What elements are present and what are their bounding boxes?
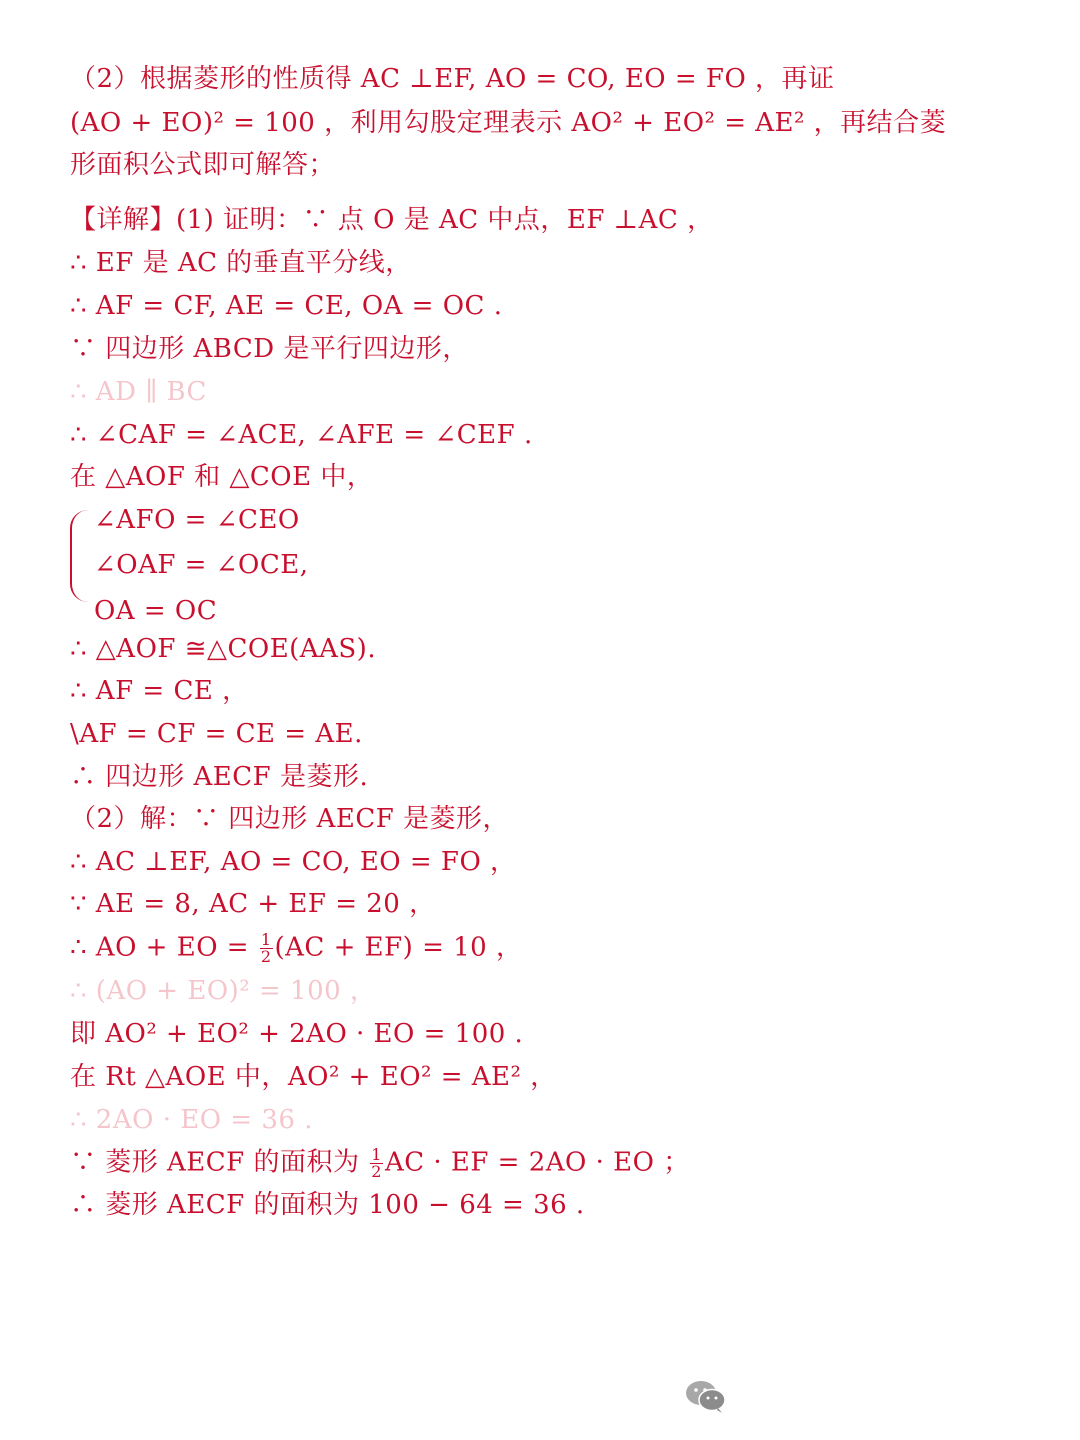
text-line: ∴ ∠CAF = ∠ACE, ∠AFE = ∠CEF . xyxy=(70,420,533,450)
text-line: ∴ EF 是 AC 的垂直平分线， xyxy=(70,248,412,278)
system-brace xyxy=(70,510,94,602)
text-line: ∴ △AOF ≅△COE(AAS). xyxy=(70,634,377,664)
text-fragment: (AC + EF) = 10 ， xyxy=(274,932,523,963)
text-line: ∵ AE = 8, AC + EF = 20 ， xyxy=(70,889,436,919)
text-line: ∠OAF = ∠OCE, xyxy=(94,550,309,580)
text-line: （2）解：∵ 四边形 AECF 是菱形， xyxy=(70,804,510,834)
text-line: ∵ 四边形 ABCD 是平行四边形， xyxy=(70,334,469,364)
text-line: ∠AFO = ∠CEO xyxy=(94,505,300,535)
wechat-icon xyxy=(684,1378,728,1414)
text-line-faint: ∴ 2AO · EO = 36 . xyxy=(70,1105,313,1135)
text-line: ∴ AC ⊥EF, AO = CO, EO = FO ， xyxy=(70,847,517,877)
text-line xyxy=(70,1147,1020,1180)
text-line: (AO + EO)² = 100 ，利用勾股定理表示 AO² + EO² = AE² ，再结合菱 xyxy=(70,108,947,138)
text-fragment: ∵ 菱形 AECF 的面积为 xyxy=(70,1147,369,1178)
fraction xyxy=(370,1147,383,1180)
text-line: \AF = CF = CE = AE. xyxy=(70,719,363,749)
fraction-numerator: 1 xyxy=(371,1145,382,1164)
text-line-faint: ∴ (AO + EO)² = 100 ， xyxy=(70,976,377,1006)
text-fragment: ∴ AO + EO = xyxy=(70,932,258,963)
text-line: ∴ AF = CE ， xyxy=(70,676,249,706)
text-fragment: AC · EF = 2AO · EO ； xyxy=(384,1147,690,1178)
text-line-faint: ∴ AD ∥ BC xyxy=(70,377,207,407)
text-line: 在 △AOF 和 △COE 中， xyxy=(70,462,374,492)
text-line: 【详解】(1) 证明：∵ 点 O 是 AC 中点，EF ⊥AC ， xyxy=(70,205,714,235)
fraction-denominator: 2 xyxy=(371,1162,382,1181)
text-line: 形面积公式即可解答； xyxy=(70,150,336,180)
text-line: ∴ AF = CF, AE = CE, OA = OC . xyxy=(70,291,503,321)
text-line: （2）根据菱形的性质得 AC ⊥EF, AO = CO, EO = FO ，再证 xyxy=(70,64,835,94)
fraction-numerator: 1 xyxy=(260,930,272,949)
text-line: 即 AO² + EO² + 2AO · EO = 100 . xyxy=(70,1019,524,1049)
text-line: OA = OC xyxy=(94,596,218,626)
fraction-denominator: 2 xyxy=(260,947,272,966)
text-line xyxy=(70,932,1020,965)
text-line: ∴ 菱形 AECF 的面积为 100 − 64 = 36 . xyxy=(70,1190,585,1220)
text-line: ∴ 四边形 AECF 是菱形. xyxy=(70,762,369,792)
fraction xyxy=(260,932,273,965)
text-line: 在 Rt △AOE 中，AO² + EO² = AE² ， xyxy=(70,1062,557,1092)
